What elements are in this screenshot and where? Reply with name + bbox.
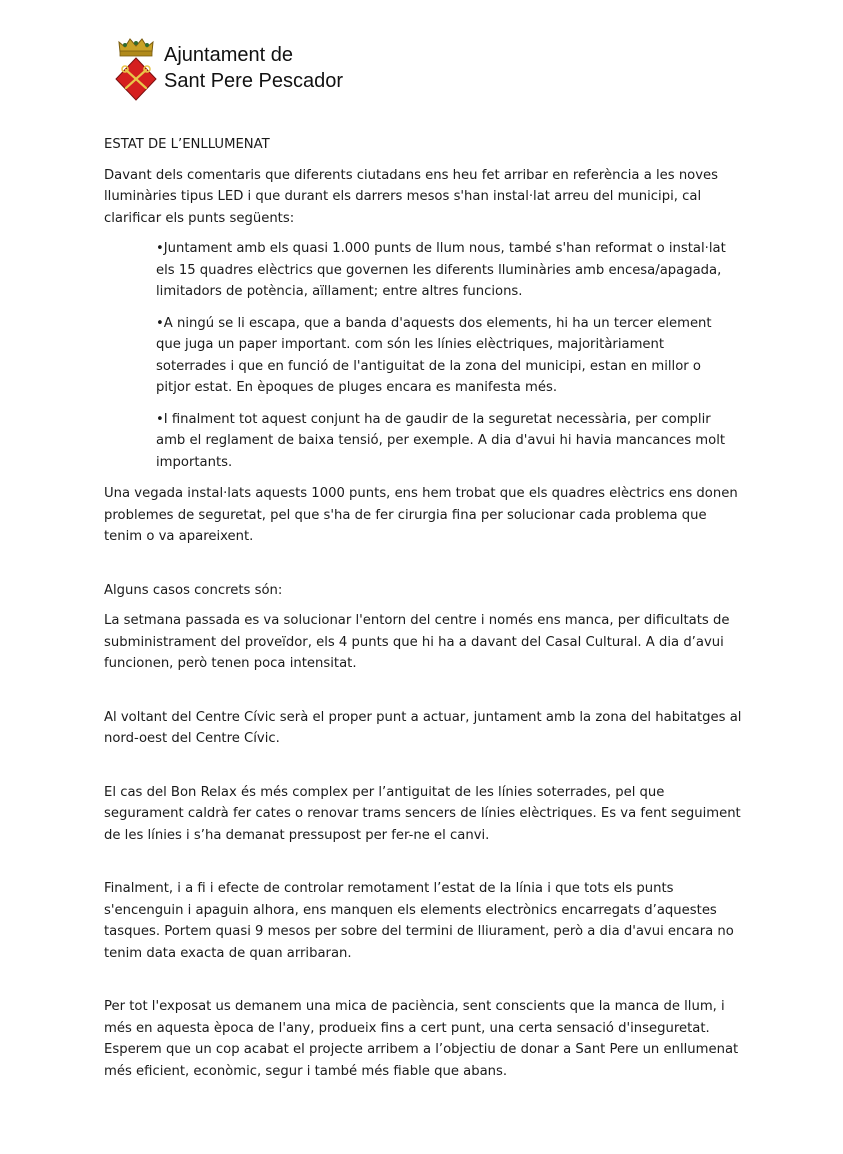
bullet-list xyxy=(156,238,744,473)
bon-relax-paragraph: El cas del Bon Relax és més complex per l’antiguitat de les línies soterrades, pel que segurament caldrà fer cates o renovar trams sencers de línies elèctriques. Es va fent seguiment de les línies i s’ha demanat pressupost per fer-ne el canvi. xyxy=(104,784,741,843)
municipality-name-line1: Ajuntament de xyxy=(164,44,293,66)
closing-paragraph: Per tot l'exposat us demanem una mica de paciència, sent conscients que la manca de llum, i més en aquesta època de l'any, produeix fins a cert punt, una certa sensació d'inseguretat. Esperem que un cop acabat el projecte arribem a l’objectiu de donar a Sant Pere un enllumenat més eficient, econòmic, segur i també més fiable que abans. xyxy=(104,999,739,1079)
bullet-item: • I finalment tot aquest conjunt ha de gaudir de la seguretat necessària, per complir amb el reglament de baixa tensió, per exemple. A dia d'avui hi havia mancances molt importants. xyxy=(156,409,726,474)
municipality-name xyxy=(164,42,343,94)
week-paragraph: La setmana passada es va solucionar l'entorn del centre i només ens manca, per dificultats de subministrament del proveïdor, els 4 punts que hi ha a davant del Casal Cultural. A dia d’avui funcionen, però tenen poca intensitat. xyxy=(104,613,730,671)
cases-intro-paragraph: Alguns casos concrets són: xyxy=(104,582,283,598)
letterhead xyxy=(112,36,412,102)
finally-paragraph: Finalment, i a fi i efecte de controlar remotament l’estat de la línia i que tots els punts s'encenguin i apaguin alhora, ens manquen els elements electrònics encarregats d’aquestes tasques. Portem quasi 9 mesos per sobre del termini de lliurament, però a dia d'avui encara no tenim data exacta de quan arribaran. xyxy=(104,881,734,961)
civic-centre-paragraph: Al voltant del Centre Cívic serà el proper punt a actuar, juntament amb la zona del habitatges al nord-oest del Centre Cívic. xyxy=(104,709,742,746)
document-title: ESTAT DE L’ENLLUMENAT xyxy=(104,137,270,152)
document-body xyxy=(104,134,744,1082)
municipality-name-line2: Sant Pere Pescador xyxy=(164,70,343,92)
bullet-item: • Juntament amb els quasi 1.000 punts de llum nous, també s'han reformat o instal·lat els 15 quadres elèctrics que governen les diferents lluminàries amb encesa/apagada, limitadors de potència, aïllament; entre altres funcions. xyxy=(156,238,726,303)
coat-of-arms-icon xyxy=(112,36,160,102)
bullet-item: • A ningú se li escapa, que a banda d'aquests dos elements, hi ha un tercer element que juga un paper important. com són les línies elèctriques, majoritàriament soterrades i que en funció de l'antiguitat de la zona del municipi, estan en millor o pitjor estat. En èpoques de pluges encara es manifesta més. xyxy=(156,313,726,399)
installed-paragraph: Una vegada instal·lats aquests 1000 punts, ens hem trobat que els quadres elèctrics ens donen problemes de seguretat, pel que s'ha de fer cirurgia fina per solucionar cada problema que tenim o va apareixent. xyxy=(104,486,738,544)
intro-paragraph: Davant dels comentaris que diferents ciutadans ens heu fet arribar en referència a les noves lluminàries tipus LED i que durant els darrers mesos s'han instal·lat arreu del municipi, cal clarificar els punts següents: xyxy=(104,167,719,226)
